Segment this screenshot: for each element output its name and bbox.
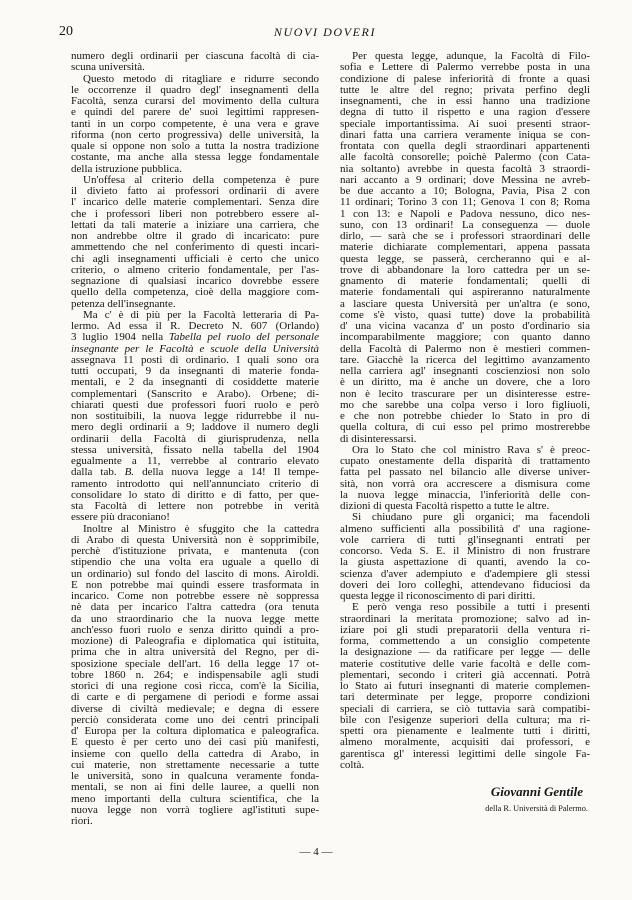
text-line: scuna università. — [71, 62, 145, 74]
paragraph — [71, 51, 319, 74]
text-line: tobre 1860 n. 264; e indispensabile agli studi — [71, 669, 319, 681]
signature — [388, 784, 588, 814]
text-line: fatta pel passato nel bilancio alle diverse univer- — [340, 467, 590, 479]
text-line: di disinteressarsi. — [340, 433, 417, 445]
text-line: tanti in un corpo competente, è una vera e grave — [71, 118, 319, 130]
text-line: anch'esso fuori ruolo e senza diritto quindi a pro- — [71, 624, 319, 636]
text-line: la designazione — da ratificare per legge — delle — [340, 647, 590, 659]
text-line: costante, ma anche alla stessa legge fondamentale — [71, 152, 319, 164]
text-line: d' Europa per la coltura diplomatica e paleografica. — [71, 726, 319, 737]
text-line: speciali di carriera, se ciò tuttavia sarà compatibi- — [340, 703, 590, 715]
text-line: lermo. Ad essa il R. Decreto N. 607 (Orlando) — [71, 321, 319, 332]
text-line: E non potrebbe mai quindi essere trasformata in — [71, 579, 319, 591]
footer-page-marker: — 4 — — [299, 846, 333, 858]
text-line: diverse di civiltà medievale; e degna di essere — [71, 703, 319, 715]
left-column — [71, 51, 319, 827]
italic-text: Tabella pel ruolo del personale — [168, 332, 319, 344]
text-line: incarico. Come non potrebbe essere nè soppressa — [71, 591, 319, 602]
text-line: di carte e di pergamene di periodi e forme assai — [71, 692, 319, 704]
text-line: da uno straordinario che la nuova legge mette — [71, 613, 319, 625]
text-line: Ma c' è di più per la Facoltà letteraria di Pa- — [83, 309, 319, 321]
text-line: nuova legge non vorrà togliere agl'istituti supe- — [71, 804, 319, 816]
text-line: mentali, e 2 da insegnanti di cosiddette materie — [71, 377, 319, 389]
text-line: numero degli ordinarii per ciascuna facoltà di cia- — [71, 51, 319, 62]
author-affiliation: della R. Università di Palermo. — [485, 804, 588, 813]
text-line: è un diritto, ma è anche un dovere, che a loro — [340, 377, 590, 389]
paragraph — [71, 175, 319, 310]
text-line: Questo metodo di ritagliare e ridurre secondo — [83, 73, 319, 85]
text-line: riforma (non certo progressiva) delle università, la — [71, 129, 319, 141]
text-line: cupato onestamente della disparità di trattamento — [340, 456, 590, 467]
text-line: straordinari la meritata promozione; salvo ad in- — [340, 613, 590, 625]
text-line: riori. — [71, 816, 93, 827]
text-line: degna di tutto il rispetto e una ragion d'essere — [340, 107, 590, 119]
text-line: mo che sarebbe una colpa verso i loro figliuoli, — [340, 399, 590, 411]
text-line: che i professori liberi non potrebbero essere al- — [71, 208, 319, 220]
text-line: l' incarico delle materie complementari. Senza dire — [71, 197, 319, 209]
text-line: e che non potrebbe chieder lo Stato in pro di — [340, 411, 590, 422]
text-line: e quindi del parere de' suoi legittimi rappresen- — [71, 107, 319, 119]
text-line: essere più draconiano! — [71, 512, 170, 524]
text-line: nari accanto a 9 ordinari; dove Messina ne avreb- — [340, 174, 590, 186]
paragraph — [71, 74, 319, 175]
text-line: ordinarii della Facoltà di giurisprudenza, nella — [71, 433, 319, 445]
text-segment: della nuova legge a 14! Il tempe- — [134, 467, 319, 479]
text-line: speciale importantissima. Ai suoi presenti straor- — [340, 118, 590, 130]
text-line: della Facoltà di Palermo non è mestieri commen- — [340, 343, 590, 355]
text-line: be due accanto a 10; Bologna, Pavia, Pisa 2 con — [340, 186, 590, 197]
text-line: doveri dei loro colleghi, attendevano fiduciosi da — [340, 579, 590, 591]
text-line: incomparabilmente maggiore; con quanto danno — [340, 332, 590, 344]
text-line: condizione di palese inferiorità di fronte a quasi — [340, 73, 590, 85]
text-line: assegnava 11 posti di ordinario. I quali sono ora — [71, 354, 319, 366]
text-line: scienza d'aver adempiuto e d'adempiere gli stessi — [340, 568, 590, 580]
text-line: Un'offesa al criterio della competenza è pure — [83, 174, 319, 186]
text-line: chiarati questi due professori fuori ruolo e però — [71, 399, 319, 411]
text-line: dizioni di questa Facoltà rispetto a tutte le altre. — [340, 501, 550, 512]
text-line: vole carriera di tutti gl'insegnanti entrati per — [340, 534, 590, 546]
text-line: gnamento di materie fondamentali; quelli di — [340, 276, 590, 287]
text-line: iziare poi gli studi preparatorii della ventura ri- — [340, 624, 590, 636]
text-line: 11 ordinari; Torino 3 con 11; Genova 1 con 8; Roma — [340, 197, 590, 209]
paragraph — [340, 512, 590, 602]
text-line: le occorrenze il quadro degl' insegnamenti della — [71, 84, 319, 96]
text-line — [71, 344, 319, 355]
text-line: coltà. — [340, 759, 365, 771]
text-line: ammettendo che nel conferimento di questi incari- — [71, 242, 319, 254]
text-line: criterio, o almeno criterio fondamentale, per l'as- — [71, 264, 319, 276]
text-line — [71, 332, 319, 343]
paragraph — [340, 51, 590, 445]
page-footer — [0, 845, 632, 859]
text-line: la nuova legge minaccia, l'inferiorità delle con- — [340, 489, 590, 501]
text-line: mentali, se non ai fini delle lauree, a quelli non — [71, 782, 319, 794]
text-line: meno importanti della cultura scientifica, che la — [71, 793, 319, 805]
text-line: ramento introdotto qui nell'annunciato criterio di — [71, 478, 319, 490]
text-line: mero degli ordinarii a 9; laddove il numero degli — [71, 422, 319, 434]
text-line: tutte le altre del regno; privata perfino degli — [340, 84, 590, 96]
text-segment: 3 luglio 1904 nella — [71, 332, 169, 344]
text-line: tari determinate per legge, proporre condizioni — [340, 692, 590, 704]
text-line: Si chiudano pure gli organici; ma facendoli — [352, 512, 590, 524]
text-line: alle facoltà consorelle; poichè Palermo (con Cata- — [340, 152, 590, 164]
text-line: Per questa legge, adunque, la Facoltà di Filo- — [352, 51, 590, 62]
text-line: complementari (Sanscrito e Arabo). Orbene; di- — [71, 388, 319, 400]
text-line: petenza dell'insegnante. — [71, 298, 176, 310]
text-line: mozione) di Paleografia e diplomatica qui istituita, — [71, 636, 319, 647]
text-line: della istruzione pubblica. — [71, 163, 182, 175]
text-line: lo Stato ai futuri insegnanti di materie complemen- — [340, 681, 590, 692]
text-line: nella carriera agl' insegnanti coscienziosi non solo — [340, 366, 590, 377]
text-line: materie fondamentali qui aspireranno naturalmente — [340, 287, 590, 299]
text-line: non sostituibili, la nuova legge ridurrebbe il nu- — [71, 411, 319, 422]
text-segment: dalla tab. — [71, 467, 125, 479]
text-line: a lasciare questa Università per un'altra (e sono, — [340, 298, 590, 310]
text-line: storici di una regione così ricca, com'è la Sicilia, — [71, 681, 319, 692]
text-line: come s'è visto, quasi tutte) dove la probabilità — [340, 309, 590, 321]
text-line: egualmente a 11, verrebbe al contrario elevato — [71, 456, 319, 467]
text-line: lettati da tali materie a iniziare una carriera, che — [71, 219, 319, 231]
text-line: dirlo, — sarà che se i professori straordinari delle — [340, 231, 590, 242]
text-line: un ordinario) sul fondo del lascito di mons. Airoldi. — [71, 568, 319, 580]
italic-text: B. — [124, 467, 135, 479]
text-line: perciò considerata come uno dei centri principali — [71, 714, 319, 726]
text-line: stessa università, fissato nella tabella del 1904 — [71, 444, 319, 456]
text-line: 1 con 13: e Napoli e Padova nessuno, dico nes- — [340, 208, 590, 220]
text-line: d' una vicina vacanza d' un posto d'ordinario sia — [340, 321, 590, 332]
text-line: non è lecito trascurare per un disinteresse estre- — [340, 388, 590, 400]
text-line: quello della competenza, cioè della maggiore com- — [71, 287, 319, 299]
journal-title: NUOVI DOVERI — [273, 25, 377, 39]
paragraph — [340, 445, 590, 513]
text-line: sofia e Lettere di Palermo verrebbe posta in una — [340, 62, 590, 74]
text-line — [71, 467, 319, 478]
text-line: Facoltà, senza curarsi del movimento della cultura — [71, 96, 319, 107]
text-line: prima che in altra università del Regno, per di- — [71, 647, 319, 659]
text-line: concorso. Veda S. E. il Ministro di non frustrare — [340, 546, 590, 557]
text-line: di Arabo di questa Università non è sopprimibile, — [71, 534, 319, 546]
text-line: suno, con 13 ordinari! La conseguenza — duole — [340, 219, 590, 231]
text-line: cui materie, non strettamente necessarie a tutte — [71, 759, 319, 771]
text-line: quella coltura, di cui esso pel primo mostrerebbe — [340, 422, 590, 434]
paragraph — [71, 310, 319, 524]
text-line: dinari fatta una carriera veramente iniqua se con- — [340, 129, 590, 141]
text-line: segnazione di qualsiasi incarico dovrebbe essere — [71, 276, 319, 287]
text-line: materie costitutive delle varie facoltà e delle com- — [340, 658, 590, 670]
text-line: spetti ora pienamente e lealmente tutti i diritti, — [340, 726, 590, 737]
text-line: non andrebbe oltre il grado di incaricato: pure — [71, 231, 319, 242]
text-line: garentisca gl' interessi legittimi delle singole Fa- — [340, 748, 590, 760]
text-line: questa legge, se passerà, cercheranno qui e al- — [340, 253, 590, 265]
text-line: questa legge il riconoscimento di pari diritti. — [340, 591, 536, 602]
text-line: tutti occupati, 9 da insegnanti di materie fonda- — [71, 366, 319, 377]
text-line: frontata con quella degli straordinari appartenenti — [340, 141, 590, 152]
text-line: forma, commettendo a un consiglio competente — [340, 636, 590, 647]
text-line: insieme con quello della cattedra di Arabo, in — [71, 748, 319, 760]
text-line: trove di abbandonare la loro cattedra per un se- — [340, 264, 590, 276]
text-line: nè data per incarico l'altra cattedra (ora tenuta — [71, 602, 319, 614]
author-name: Giovanni Gentile — [490, 784, 583, 799]
text-line: consolidare lo stato di diritto e di fatto, per que- — [71, 489, 319, 501]
text-line: stipendio che una volta era uguale a quello di — [71, 557, 319, 569]
text-line: Inoltre al Ministro è sfuggito che la cattedra — [83, 523, 319, 535]
page-number: 20 — [59, 24, 73, 39]
text-line: Ora lo Stato che col ministro Rava s' è preoc- — [352, 444, 590, 456]
paragraph — [71, 524, 319, 828]
text-line: almeno moralmente, acquisiti dai professori, e — [340, 737, 590, 749]
text-line: perchè d'istituzione privata, e mantenuta (con — [71, 546, 319, 557]
italic-text: insegnante per le Facoltà e scuole della Università — [71, 343, 319, 355]
text-line: plementari, secondo i criteri già accennati. Potrà — [340, 669, 590, 681]
text-line: la giusta aspettazione di quanti, avendo la co- — [340, 557, 590, 569]
text-line: almeno sufficienti alla possibilità d' una ragione- — [340, 523, 590, 535]
text-line: nia soltanto) avrebbe in questa facoltà 3 straordi- — [340, 163, 590, 175]
paragraph — [340, 602, 590, 771]
text-line: tare. Giacchè la ricerca del legittimo avanzamento — [340, 354, 590, 366]
text-line: insegnamenti, che in essi hanno una tradizione — [340, 96, 590, 107]
text-line: chi agli insegnamenti ufficiali è certo che unico — [71, 253, 319, 265]
right-column — [340, 51, 590, 771]
text-line: E però venga reso possibile a tutti i presenti — [352, 602, 590, 614]
text-line: sta Facoltà di lettere non potrebbe in verità — [71, 501, 319, 512]
text-line: le università, sono in qualcuna veramente fonda- — [71, 771, 319, 782]
text-line: quale si oppone non solo a tutta la nostra tradizione — [71, 141, 319, 152]
text-line: bile con l'esigenze superiori della cultura; ma ri- — [340, 714, 590, 726]
text-line: sposizione speciale dell'art. 16 della legge 17 ot- — [71, 658, 319, 670]
text-line: materie dichiarate complementari, appena passata — [340, 242, 590, 254]
text-line: il divieto fatto ai professori ordinarii di avere — [71, 186, 319, 197]
text-line: E questo è per certo uno dei casi più manifesti, — [71, 737, 319, 749]
text-line: sità, non vorrà ora accrescere a dismisura come — [340, 478, 590, 490]
